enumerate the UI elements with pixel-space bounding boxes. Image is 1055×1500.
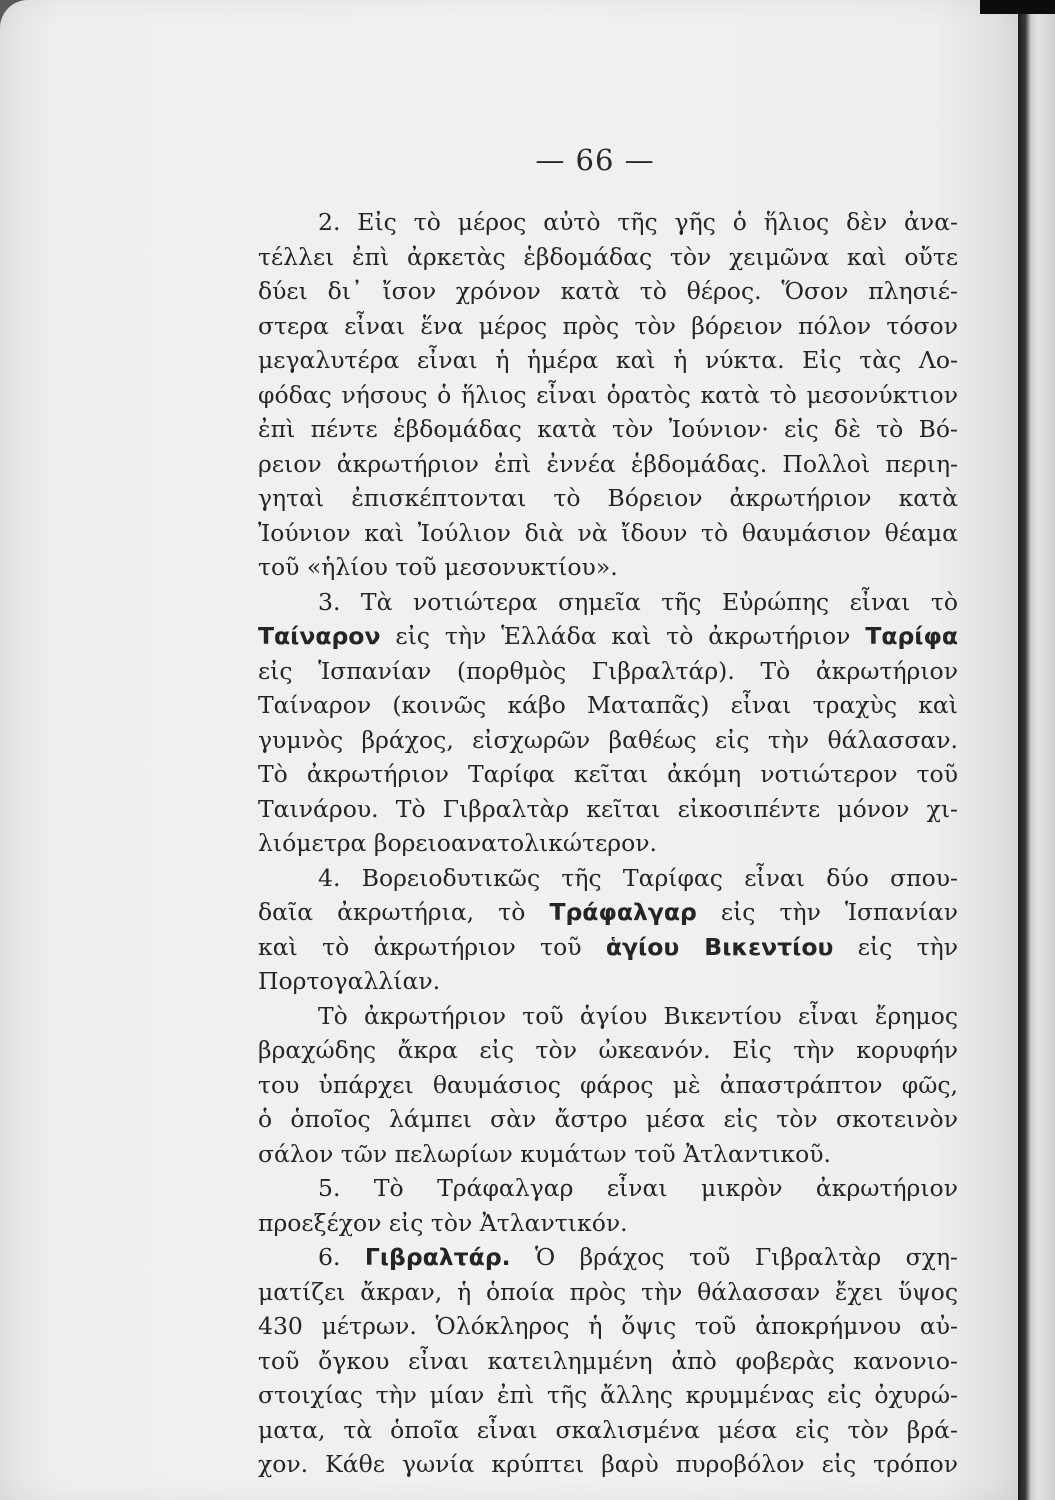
text-line: Ἰούνιον καὶ Ἰούλιον διὰ νὰ ἴδουν τὸ θαυμάσιον θέαμα	[258, 518, 958, 547]
text-line: μεγαλυτέρα εἶναι ἡ ἡμέρα καὶ ἡ νύκτα. Εἰς τὰς Λο-	[258, 346, 958, 374]
text-line: Τὸ ἀκρωτήριον Ταρίφα κεῖται ἀκόμη νοτιώτερον τοῦ	[258, 760, 958, 788]
text-line: 5. Τὸ Τράφαλγαρ εἶναι μικρὸν ἀκρωτήριον	[318, 1174, 958, 1202]
text-line: τοῦ ὄγκου εἶναι κατειλημμένη ἀπὸ φοβερὰς κανονιο-	[258, 1346, 958, 1375]
text-line: Ταινάρου. Τὸ Γιβραλτὰρ κεῖται εἰκοσιπέντε μόνον χι-	[258, 794, 958, 823]
text-line: σάλον τῶν πελωρίων κυμάτων τοῦ Ἀτλαντικοῦ.	[258, 1139, 832, 1168]
paragraph	[258, 1240, 958, 1482]
text-line: Τὸ ἀκρωτήριον τοῦ ἁγίου Βικεντίου εἶναι ἔρημος	[318, 1001, 958, 1030]
text-line: γηταὶ ἐπισκέπτονται τὸ Βόρειον ἀκρωτήριον κατὰ	[258, 484, 958, 512]
text-line: 430 μέτρων. Ὁλόκληρος ἡ ὄψις τοῦ ἀποκρήμνου αὐ-	[258, 1312, 958, 1340]
paragraph	[258, 1171, 958, 1240]
text-line: λιόμετρα βορειοανατολικώτερον.	[258, 829, 657, 857]
text-line: 3. Τὰ νοτιώτερα σημεῖα τῆς Εὐρώπης εἶναι τὸ	[318, 587, 958, 616]
text-line: καὶ τὸ ἀκρωτήριον τοῦ ἁγίου Βικεντίου εἰς τὴν	[258, 932, 958, 961]
text-line: ἐπὶ πέντε ἑβδομάδας κατὰ τὸν Ἰούνιον· εἰς δὲ τὸ Βό-	[258, 415, 958, 443]
text-line: στερα εἶναι ἕνα μέρος πρὸς τὸν βόρειον πόλον τόσον	[258, 311, 958, 340]
scan-edge	[980, 0, 1055, 14]
text-line: εἰς Ἱσπανίαν (πορθμὸς Γιβραλτάρ). Τὸ ἀκρωτήριον	[258, 656, 958, 685]
text-line: στοιχίας τὴν μίαν ἐπὶ τῆς ἄλλης κρυμμένας εἰς ὀχυρώ-	[258, 1381, 958, 1409]
text-line: ματίζει ἄκραν, ἡ ὁποία πρὸς τὴν θάλασσαν ἔχει ὕψος	[258, 1277, 958, 1306]
paragraph	[258, 585, 958, 861]
text-line: τέλλει ἐπὶ ἀρκετὰς ἑβδομάδας τὸν χειμῶνα καὶ οὔτε	[258, 242, 958, 271]
paragraph	[258, 861, 958, 999]
text-line: ρειον ἀκρωτήριον ἐπὶ ἐννέα ἑβδομάδας. Πολλοὶ περιη-	[258, 449, 958, 478]
text-line: 2. Εἰς τὸ μέρος αὐτὸ τῆς γῆς ὁ ἥλιος δὲν ἀνα-	[318, 208, 958, 236]
text-line: τοῦ «ἡλίου τοῦ μεσονυκτίου».	[258, 553, 618, 581]
page-number: — 66 —	[535, 143, 655, 177]
bold-term: Γιβραλτάρ.	[364, 1243, 511, 1271]
paragraph	[258, 205, 958, 585]
text-line: Ταίναρον (κοινῶς κάβο Ματαπᾶς) εἶναι τραχὺς καὶ	[258, 691, 958, 719]
text-line: χον. Κάθε γωνία κρύπτει βαρὺ πυροβόλον εἰς τρόπον	[258, 1450, 958, 1478]
text-line: γυμνὸς βράχος, εἰσχωρῶν βαθέως εἰς τὴν θάλασσαν.	[258, 725, 958, 754]
paragraph	[258, 999, 958, 1172]
text-line: δαῖα ἀκρωτήρια, τὸ Τράφαλγαρ εἰς τὴν Ἱσπανίαν	[258, 898, 958, 926]
bold-term: ἁγίου Βικεντίου	[605, 932, 834, 961]
body-text	[258, 205, 958, 1482]
text-line: του ὑπάρχει θαυμάσιος φάρος μὲ ἀπαστράπτον φῶς,	[258, 1070, 958, 1099]
text-line: προεξέχον εἰς τὸν Ἀτλαντικόν.	[258, 1208, 628, 1237]
text-line: ὁ ὁποῖος λάμπει σὰν ἄστρο μέσα εἰς τὸν σκοτεινὸν	[258, 1105, 958, 1133]
bold-term: Ταρίφα	[865, 622, 958, 650]
text-line: βραχώδης ἄκρα εἰς τὸν ὠκεανόν. Εἰς τὴν κορυφήν	[258, 1036, 958, 1064]
text-line: Ταίναρον εἰς τὴν Ἑλλάδα καὶ τὸ ἀκρωτήριον Ταρίφα	[258, 622, 958, 650]
bold-term: Ταίναρον	[258, 622, 381, 650]
text-line: Πορτογαλλίαν.	[258, 967, 441, 995]
bold-term: Τράφαλγαρ	[549, 898, 697, 926]
text-line: ματα, τὰ ὁποῖα εἶναι σκαλισμένα μέσα εἰς τὸν βρά-	[258, 1415, 958, 1444]
text-line: φόδας νήσους ὁ ἥλιος εἶναι ὁρατὸς κατὰ τὸ μεσονύκτιον	[258, 380, 958, 409]
text-line: 6. Γιβραλτάρ. Ὁ βράχος τοῦ Γιβραλτὰρ σχη-	[318, 1243, 958, 1271]
page-gutter	[1018, 0, 1055, 1500]
text-line: δύει δι᾿ ἴσον χρόνον κατὰ τὸ θέρος. Ὅσον πλησιέ-	[258, 277, 958, 305]
text-line: 4. Βορειοδυτικῶς τῆς Ταρίφας εἶναι δύο σπου-	[318, 863, 958, 892]
